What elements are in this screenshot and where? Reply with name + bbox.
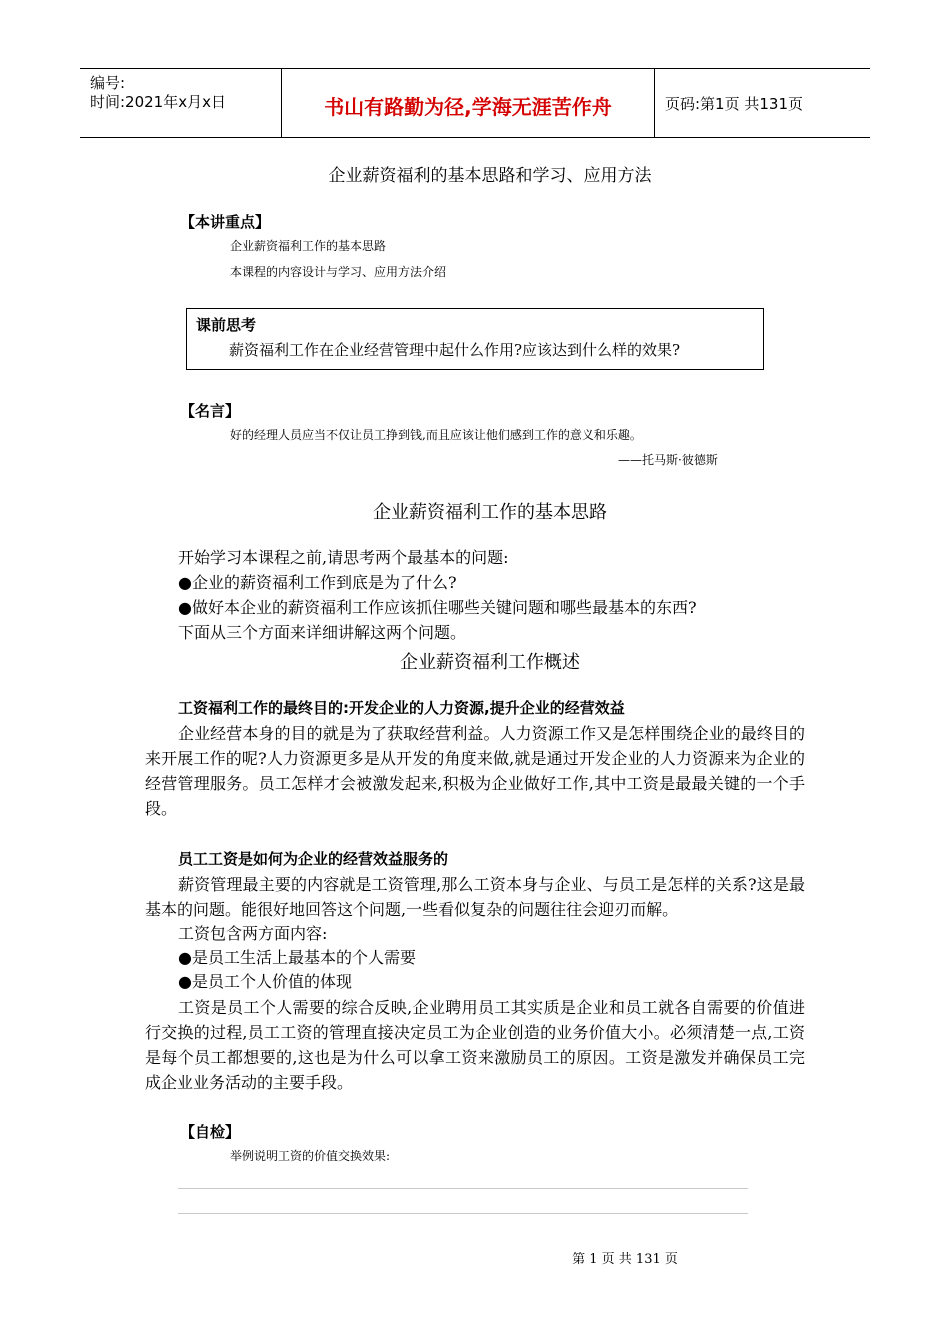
subsection-heading: 工资福利工作的最终目的:开发企业的人力资源,提升企业的经营效益 [178, 699, 625, 717]
thinking-question: 薪资福利工作在企业经营管理中起什么作用?应该达到什么样的效果? [229, 341, 681, 359]
page-footer: 第 1 页 共 131 页 [572, 1252, 678, 1267]
paragraph: 企业经营本身的目的就是为了获取经营利益。人力资源工作又是怎样围绕企业的最终目的来开展工作的呢?人力资源更多是从开发的角度来做,就是通过开发企业的人力资源来为企业的经营管理服务。员工怎样才会被激发起来,积极为企业做好工作,其中工资是最最关键的一个手段。 [145, 724, 805, 818]
time-label: 时间:2021年x月x日 [90, 93, 226, 111]
paragraph: 薪资管理最主要的内容就是工资管理,那么工资本身与企业、与员工是怎样的关系?这是最基本的问题。能很好地回答这个问题,一些看似复杂的问题往往会迎刃而解。 [145, 875, 805, 919]
answer-line [178, 1188, 748, 1189]
bullet-item: ●企业的薪资福利工作到底是为了什么? [178, 573, 457, 592]
bullet-item: ●做好本企业的薪资福利工作应该抓住哪些关键问题和哪些最基本的东西? [178, 598, 697, 617]
section-title: 企业薪资福利工作概述 [400, 652, 580, 673]
quote-label: 【名言】 [180, 402, 241, 420]
bullet-item: ●是员工生活上最基本的个人需要 [178, 948, 416, 967]
quote-text: 好的经理人员应当不仅让员工挣到钱,而且应该让他们感到工作的意义和乐趣。 [230, 428, 642, 442]
header-table [80, 68, 870, 138]
header-motto-cell [282, 69, 655, 137]
quote-author: ——托马斯·彼德斯 [618, 453, 718, 467]
paragraph: 工资包含两方面内容: [178, 924, 328, 943]
motto: 书山有路勤为径,学海无涯苦作舟 [324, 95, 612, 119]
focus-item: 企业薪资福利工作的基本思路 [230, 239, 387, 253]
focus-label: 【本讲重点】 [180, 213, 271, 231]
number-label: 编号: [90, 74, 126, 92]
section-intro: 开始学习本课程之前,请思考两个最基本的问题: [178, 548, 509, 567]
self-check-prompt: 举例说明工资的价值交换效果: [230, 1149, 391, 1163]
page-info: 页码:第1页 共131页 [665, 95, 803, 113]
self-check-label: 【自检】 [180, 1123, 241, 1141]
header-page-cell [655, 69, 870, 137]
paragraph: 工资是员工个人需要的综合反映,企业聘用员工其实质是企业和员工就各自需要的价值进行交换的过程,员工工资的管理直接决定员工为企业创造的业务价值大小。必须清楚一点,工资是每个员工都想要的,这也是为什么可以拿工资来激励员工的原因。工资是激发并确保员工完成企业业务活动的主要手段。 [145, 998, 805, 1092]
answer-line [178, 1213, 748, 1214]
section-title: 企业薪资福利工作的基本思路 [373, 502, 607, 523]
section-outro: 下面从三个方面来详细讲解这两个问题。 [178, 623, 467, 642]
thinking-label: 课前思考 [196, 316, 257, 334]
document-title: 企业薪资福利的基本思路和学习、应用方法 [328, 166, 652, 186]
header-meta-cell [80, 69, 282, 137]
focus-item: 本课程的内容设计与学习、应用方法介绍 [230, 265, 447, 279]
pre-class-thinking-box [186, 308, 764, 370]
bullet-item: ●是员工个人价值的体现 [178, 972, 352, 991]
subsection-heading: 员工工资是如何为企业的经营效益服务的 [178, 850, 449, 868]
